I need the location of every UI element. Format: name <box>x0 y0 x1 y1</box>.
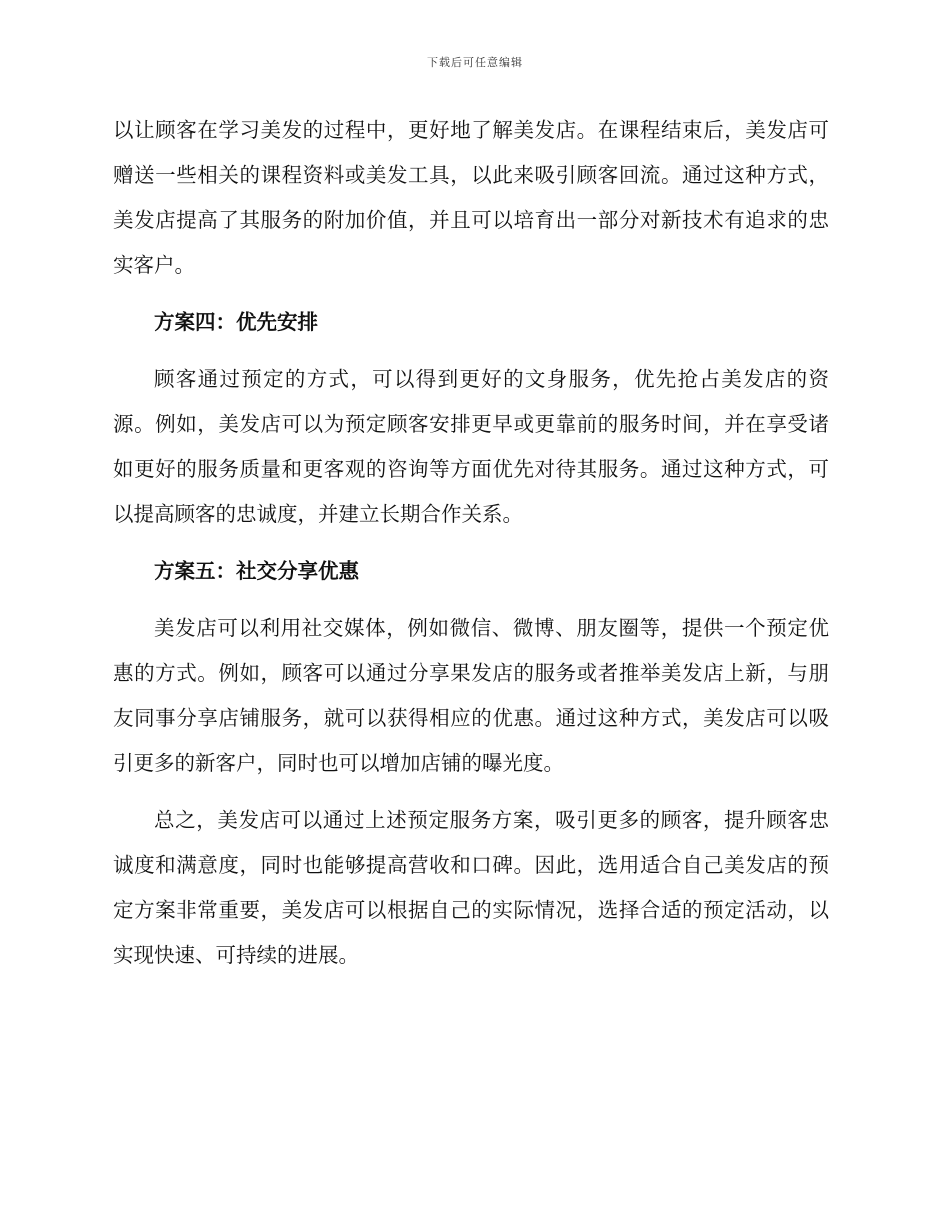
paragraph-priority-booking: 顾客通过预定的方式，可以得到更好的文身服务，优先抢占美发店的资源。例如，美发店可以为预定顾客安排更早或更靠前的服务时间，并在享受诸如更好的服务质量和更客观的咨询等方面优先对待其服务。通过这种方式，可以提高顾客的忠诚度，并建立长期合作关系。 <box>113 367 829 526</box>
paragraph-conclusion: 总之，美发店可以通过上述预定服务方案，吸引更多的顾客，提升顾客忠诚度和满意度，同时也能够提高营收和口碑。因此，选用适合自己美发店的预定方案非常重要，美发店可以根据自己的实际情况，选择合适的预定活动，以实现快速、可持续的进展。 <box>113 808 829 967</box>
document-body <box>113 108 829 978</box>
paragraph-social-sharing: 美发店可以利用社交媒体，例如微信、微博、朋友圈等，提供一个预定优惠的方式。例如，顾客可以通过分享果发店的服务或者推举美发店上新，与朋友同事分享店铺服务，就可以获得相应的优惠。通过这种方式，美发店可以吸引更多的新客户，同时也可以增加店铺的曝光度。 <box>113 616 829 775</box>
section-heading-plan-four: 方案四：优先安排 <box>154 310 318 334</box>
section-heading-plan-five: 方案五：社交分享优惠 <box>154 559 359 583</box>
page-header-note: 下载后可任意编辑 <box>427 56 523 69</box>
paragraph-course-continuation: 以让顾客在学习美发的过程中，更好地了解美发店。在课程结束后，美发店可赠送一些相关的课程资料或美发工具，以此来吸引顾客回流。通过这种方式，美发店提高了其服务的附加价值，并且可以培育出一部分对新技术有追求的忠实客户。 <box>113 118 829 277</box>
